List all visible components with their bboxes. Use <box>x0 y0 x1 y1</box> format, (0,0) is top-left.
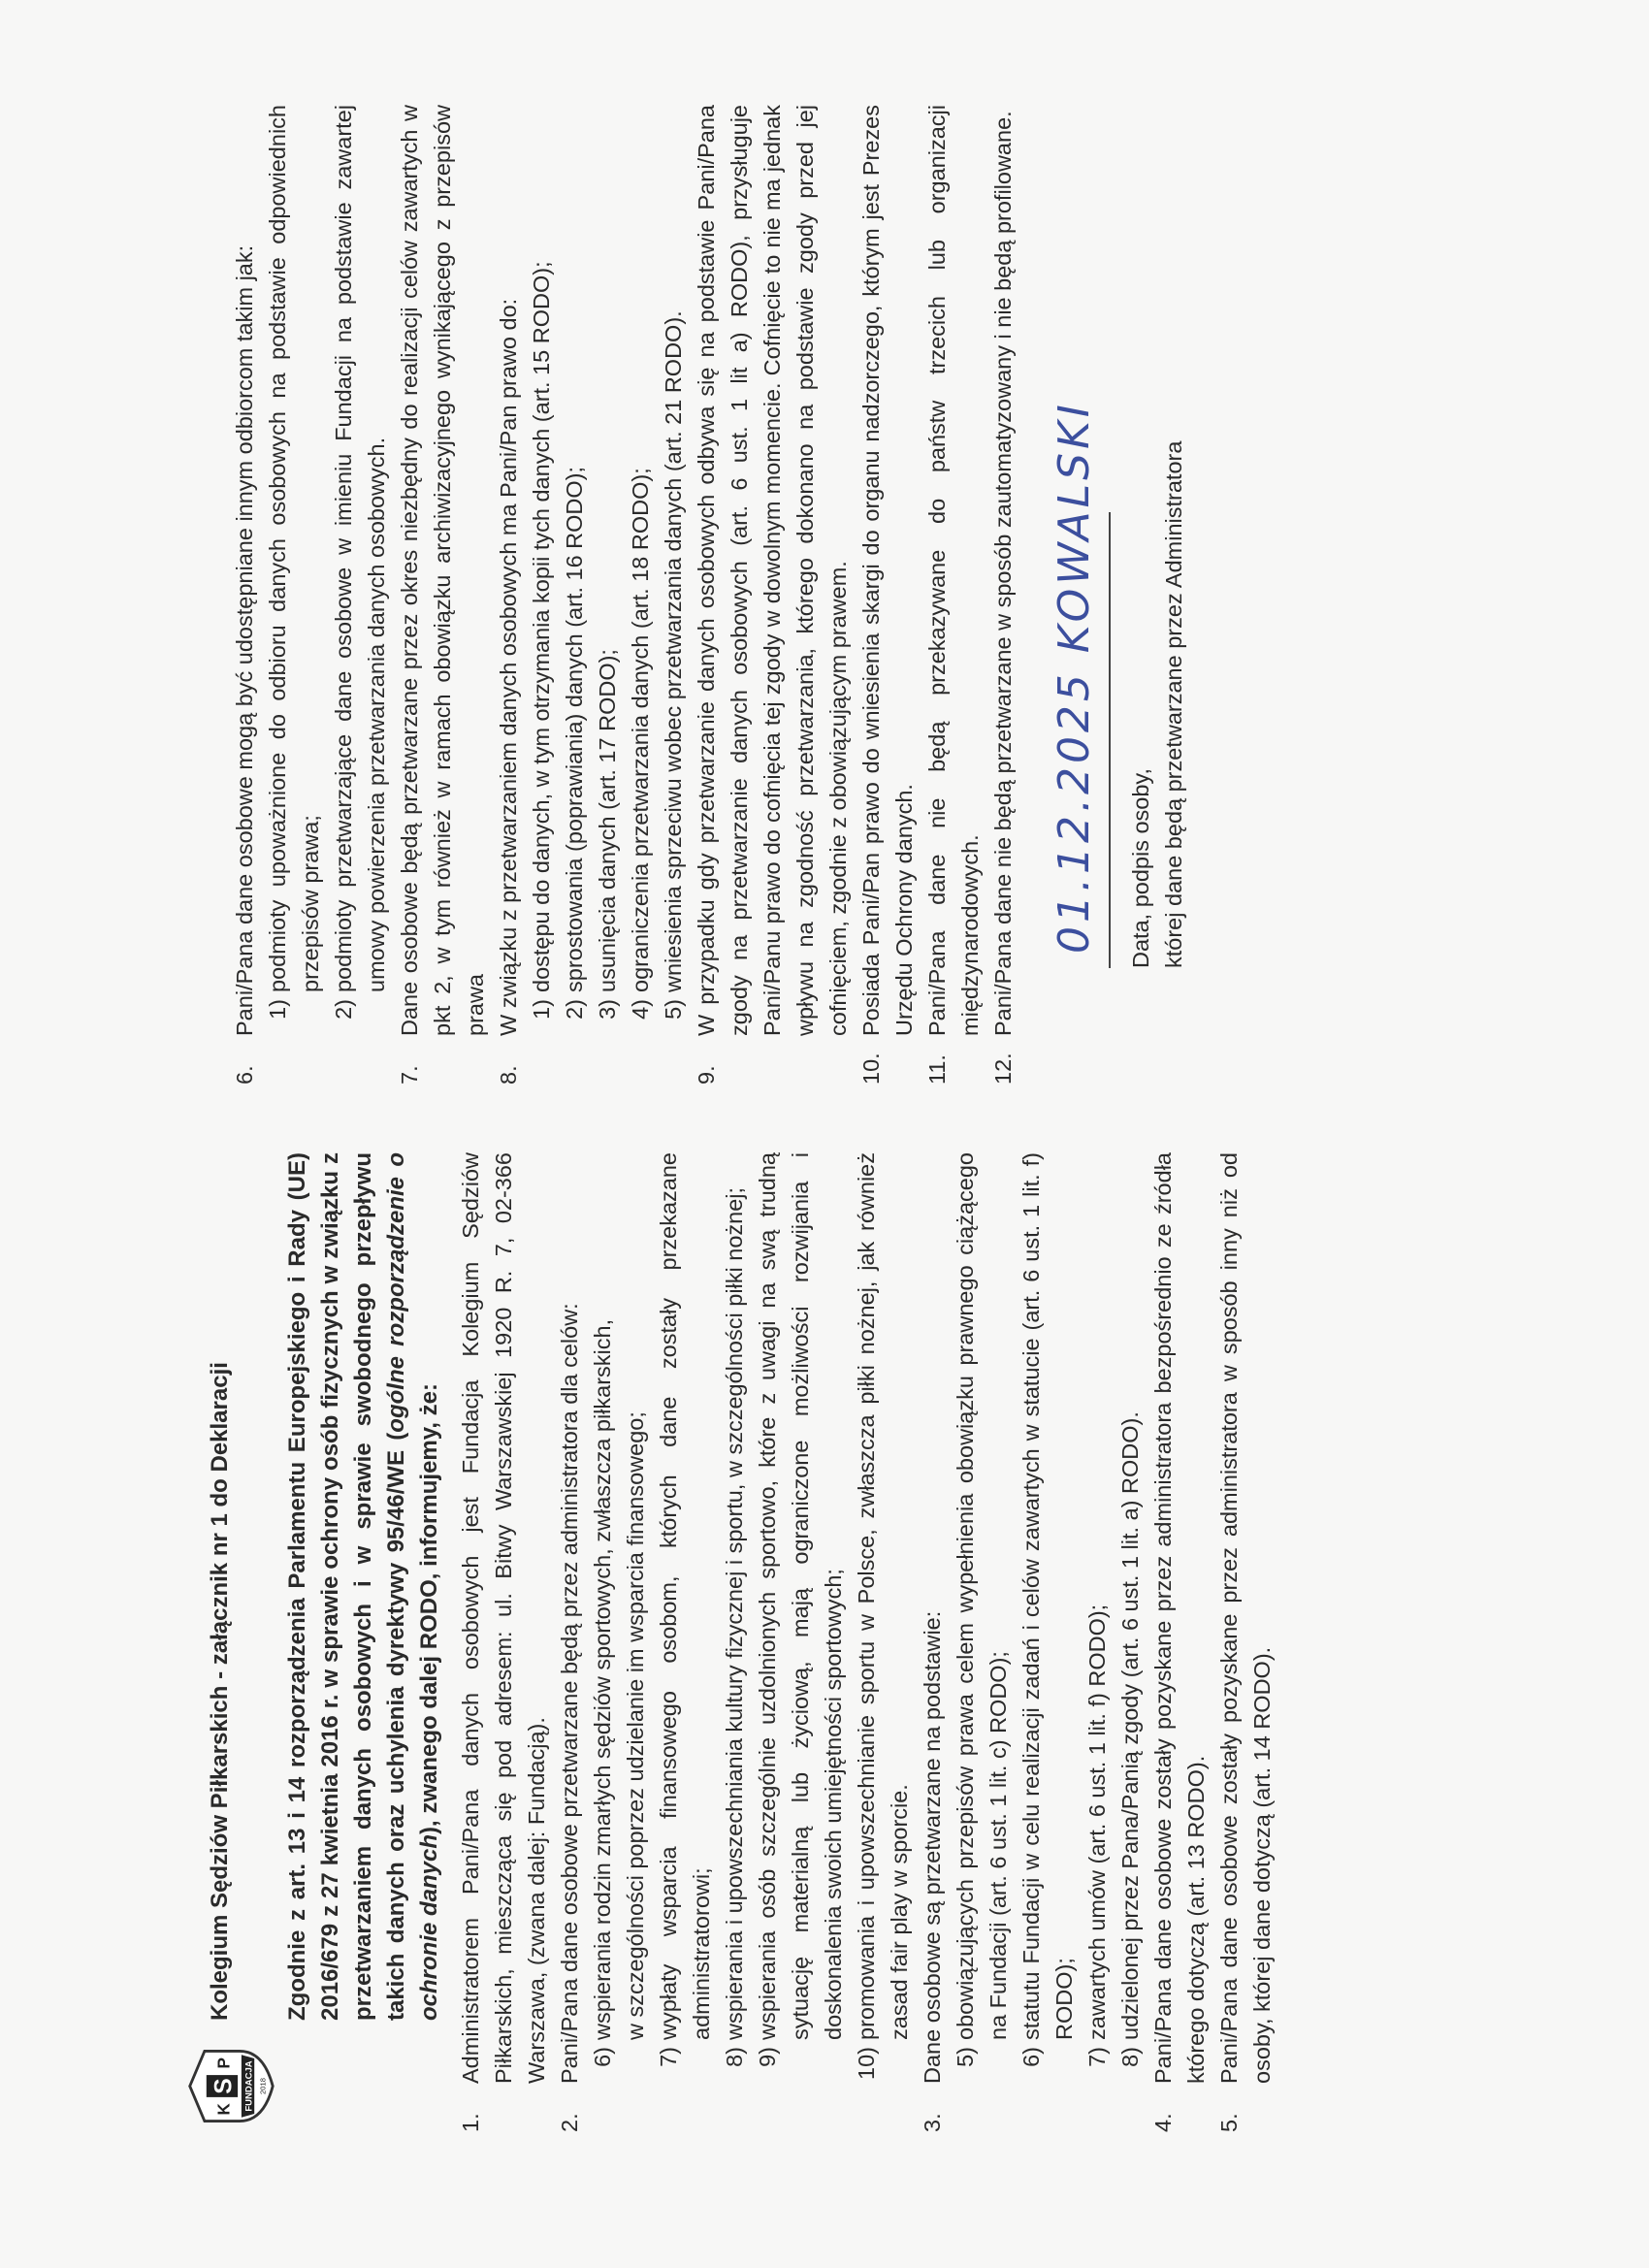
list-item-9: 9. W przypadku gdy przetwarzanie danych osobowych odbywa się na podstawie Pani/Pana zgody na przetwarzanie danych osobowych (art. 6 ust. 1 lit a) RODO), przysługuje Pani/Panu prawo do cofnięcia tej zgody w dowolnym momencie. Cofnięcie to nie ma jednak wpływu na zgodność przetwarzania, którego dokonano na podstawie zgody przed jej cofnięciem, zgodnie z obowiązującym prawem. <box>694 105 851 1085</box>
list-item-text: Pani/Pana dane osobowe przetwarzane będą przez administratora dla celów: <box>557 1303 582 2084</box>
list-item-3: 3. Dane osobowe są przetwarzane na podstawie: 5) obowiązujących przepisów prawa celem wypełnienia obowiązku prawnego ciążącego na Fundacji (art. 6 ust. 1 lit. c) RODO); 6) statutu Fundacji w celu realizacji zadań i celów zawartych w statucie (art. 6 ust. 1 lit. f) RODO); 7) zawartych umów (art. 6 ust. 1 lit. f) RODO); 8) udzielonej przez Pana/Panią zgody (art. 6 ust. 1 lit. a) RODO). <box>916 1152 1147 2132</box>
list-item-text: Dane osobowe będą przetwarzane przez okres niezbędny do realizacji celów zawartych w pkt 2, w tym również w ramach obowiązku archiwizacyjnego wynikającego z przepisów prawa <box>397 105 488 1036</box>
sublist-item: 1) dostępu do danych, w tym otrzymania kopii tych danych (art. 15 RODO); <box>529 261 554 1020</box>
sublist-item: 4) ograniczenia przetwarzania danych (art. 18 RODO); <box>628 468 653 1020</box>
sublist-item: 1) podmioty upoważnione do odbioru danych osobowych na podstawie odpowiednich przepisów prawa; <box>265 105 323 1020</box>
list-item-8: 8. W związku z przetwarzaniem danych osobowych ma Pani/Pan prawo do: 1) dostępu do danych, w tym otrzymania kopii tych danych (art. 15 RODO); 2) sprostowania (poprawiania) danych (art. 16 RODO); 3) usunięcia danych (art. 17 RODO); 4) ograniczenia przetwarzania danych (art. 18 RODO); 5) wniesienia sprzeciwu wobec przetwarzania danych (art. 21 RODO). <box>492 105 690 1085</box>
signature-caption-line2: której dane będą przetwarzane przez Administratora <box>1161 440 1186 968</box>
left-numbered-list <box>454 1152 1278 2132</box>
sublist-item: 6) wspierania rodzin zmarłych sędziów sportowych, zwłaszcza piłkarskich, <box>590 1318 615 2067</box>
list-item-1: 1. Administratorem Pani/Pana danych osobowych jest Fundacja Kolegium Sędziów Piłkarskich, mieszcząca się pod adresem: ul. Bitwy Warszawskiej 1920 R. 7, 02-366 Warszawa, (zwana dalej: Fundacją). <box>458 1152 549 2132</box>
list-item-text: Pani/Pana dane osobowe zostały pozyskane przez administratora bezpośrednio ze źródła którego dotyczą (art. 13 RODO). <box>1150 1152 1209 2084</box>
ksp-logo-icon <box>184 2040 276 2132</box>
svg-text:S: S <box>210 2078 238 2094</box>
list-item-text: W związku z przetwarzaniem danych osobowych ma Pani/Pan prawo do: <box>496 298 521 1036</box>
sublist-item: w szczególności poprzez udzielanie im wsparcia finansowego; <box>623 1411 648 2040</box>
svg-text:K: K <box>214 2103 234 2116</box>
sublist-item: 5) obowiązujących przepisów prawa celem wypełnienia obowiązku prawnego ciążącego na Fundacji (art. 6 ust. 1 lit. c) RODO); <box>953 1152 1011 2067</box>
list-item-text: Pani/Pana dane nie będą przekazywane do państw trzecich lub organizacji międzynarodowych. <box>924 105 983 1036</box>
legal-basis-sublist <box>949 1152 1147 2084</box>
list-item-text: Dane osobowe są przetwarzane na podstawie: <box>920 1610 945 2084</box>
sublist-item: 2) sprostowania (poprawiania) danych (art. 16 RODO); <box>562 466 587 1020</box>
sublist-item: 8) wspierania i upowszechniania kultury fizycznej i sportu, w szczególności piłki nożnej; <box>722 1186 747 2067</box>
list-item-4: 4. Pani/Pana dane osobowe zostały pozyskane przez administratora bezpośrednio ze źródła którego dotyczą (art. 13 RODO). <box>1150 1152 1209 2132</box>
signature-area <box>1050 105 1223 1085</box>
sublist-item: 5) wniesienia sprzeciwu wobec przetwarzania danych (art. 21 RODO). <box>661 310 686 1020</box>
sublist-item: 7) zawartych umów (art. 6 ust. 1 lit. f) RODO); <box>1084 1604 1110 2067</box>
sublist-item: 2) podmioty przetwarzające dane osobowe w imieniu Fundacji na podstawie zawartej umowy powierzenia przetwarzania danych osobowych. <box>331 105 389 1020</box>
signature-caption <box>1124 441 1190 968</box>
sublist-item: 7) wypłaty wsparcia finansowego osobom, których dane zostały przekazane administratorowi; <box>656 1152 714 2067</box>
document-title: Kolegium Sędziów Piłkarskich - załącznik nr 1 do Deklaracji <box>207 1362 233 2021</box>
intro-text-part1: Zgodnie z art. 13 i 14 rozporządzenia Parlamentu Europejskiego i Rady (UE) 2016/679 z 27 kwietnia 2016 r. w sprawie ochrony osób fizycznych w związku z przetwarzaniem danych osobowych i w sprawie swobodnego przepływu takich danych oraz uchylenia dyrektywy 95/46/WE ( <box>284 1152 409 2021</box>
svg-text:FUNDACJA: FUNDACJA <box>243 2060 255 2112</box>
document-header <box>204 1152 268 2132</box>
list-item-10: 10. Posiada Pani/Pan prawo do wniesienia skargi do organu nadzorczego, którym jest Prezes Urzędu Ochrony danych. <box>858 105 917 1085</box>
handwritten-signature: 01.12.2025 KOWALSKI <box>1050 401 1099 954</box>
list-item-text: W przypadku gdy przetwarzanie danych osobowych odbywa się na podstawie Pani/Pana zgody na przetwarzanie danych osobowych (art. 6 ust. 1 lit a) RODO), przysługuje Pani/Panu prawo do cofnięcia tej zgody w dowolnym momencie. Cofnięcie to nie ma jednak wpływu na zgodność przetwarzania, którego dokonano na podstawie zgody przed jej cofnięciem, zgodnie z obowiązującym prawem. <box>694 105 851 1036</box>
intro-paragraph <box>281 1152 446 2021</box>
list-item-text: Administratorem Pani/Pana danych osobowych jest Fundacja Kolegium Sędziów Piłkarskich, mieszcząca się pod adresem: ul. Bitwy Warszawskiej 1920 R. 7, 02-366 Warszawa, (zwana dalej: Fundacją). <box>458 1152 549 2084</box>
rights-sublist <box>525 105 690 1036</box>
recipients-sublist <box>261 105 393 1036</box>
sublist-item: 9) wspierania osób szczególnie uzdolnionych sportowo, które z uwagi na swą trudną sytuację materialną lub życiową, mają ograniczone możliwości rozwijania i doskonalenia swoich umiejętności sportowych; <box>755 1152 846 2067</box>
svg-text:P: P <box>214 2057 234 2069</box>
list-item-text: Posiada Pani/Pan prawo do wniesienia skargi do organu nadzorczego, którym jest Prezes Urzędu Ochrony danych. <box>858 105 917 1036</box>
list-item-text: Pani/Pana dane nie będą przetwarzane w sposób zautomatyzowany i nie będą profilowane. <box>990 111 1016 1036</box>
list-item-text: Pani/Pana dane osobowe mogą być udostępniane innym odbiorcom takim jak: <box>232 244 257 1036</box>
signature-line <box>1109 512 1111 968</box>
list-item-11: 11. Pani/Pana dane nie będą przekazywane do państw trzecich lub organizacji międzynarodowych. <box>924 105 983 1085</box>
list-item-6: 6. Pani/Pana dane osobowe mogą być udostępniane innym odbiorcom takim jak: 1) podmioty upoważnione do odbioru danych osobowych na podstawie odpowiednich przepisów prawa; 2) podmioty przetwarzające dane osobowe w imieniu Fundacji na podstawie zawartej umowy powierzenia przetwarzania danych osobowych. <box>228 105 393 1085</box>
right-numbered-list <box>228 105 1019 1085</box>
sublist-item: 8) udzielonej przez Pana/Panią zgody (art. 6 ust. 1 lit. a) RODO). <box>1117 1411 1143 2067</box>
sublist-item: 3) usunięcia danych (art. 17 RODO); <box>595 649 620 1020</box>
list-item-12: 12. Pani/Pana dane nie będą przetwarzane w sposób zautomatyzowany i nie będą profilowane. <box>990 111 1016 1085</box>
sublist-item: 10) promowania i upowszechnianie sportu w Polsce, zwłaszcza piłki nożnej, jak również zasad fair play w sporcie. <box>854 1152 912 2080</box>
list-item-5: 5. Pani/Pana dane osobowe zostały pozyskane przez administratora w sposób inny niż od osoby, której dane dotyczą (art. 14 RODO). <box>1216 1152 1275 2132</box>
purposes-sublist <box>586 1152 916 2084</box>
svg-text:2018: 2018 <box>258 2078 268 2094</box>
sublist-item: 6) statutu Fundacji w celu realizacji zadań i celów zawartych w statucie (art. 6 ust. 1 lit. f) RODO); <box>1018 1152 1077 2067</box>
list-item-2: 2. Pani/Pana dane osobowe przetwarzane będą przez administratora dla celów: 6) wspierania rodzin zmarłych sędziów sportowych, zwłaszcza piłkarskich, w szczególności poprzez udzielanie im wsparcia finansowego; 7) wypłaty wsparcia finansowego osobom, których dane zostały przekazane administratorowi; 8) wspierania i upowszechniania kultury fizycznej i sportu, w szczególności piłki nożnej; 9) wspierania osób szczególnie uzdolnionych sportowo, które z uwagi na swą trudną sytuację materialną lub życiową, mają ograniczone możliwości rozwijania i doskonalenia swoich umiejętności sportowych; 10) promowania i upowszechnianie sportu w Polsce, zwłaszcza piłki nożnej, jak również zasad fair play w sporcie. <box>553 1152 916 2132</box>
intro-italic: ogólne rozporządzenie o ochronie danych <box>383 1152 442 2021</box>
right-column <box>228 105 1223 1085</box>
intro-text-part2: ), zwanego dalej RODO, informujemy, że: <box>416 1383 442 1834</box>
list-item-7: 7. Dane osobowe będą przetwarzane przez okres niezbędny do realizacji celów zawartych w pkt 2, w tym również w ramach obowiązku archiwizacyjnego wynikającego z przepisów prawa <box>397 105 488 1085</box>
signature-caption-line1: Data, podpis osoby, <box>1128 768 1153 968</box>
left-column <box>204 1152 1278 2132</box>
list-item-text: Pani/Pana dane osobowe zostały pozyskane przez administratora w sposób inny niż od osoby, której dane dotyczą (art. 14 RODO). <box>1216 1152 1275 2084</box>
